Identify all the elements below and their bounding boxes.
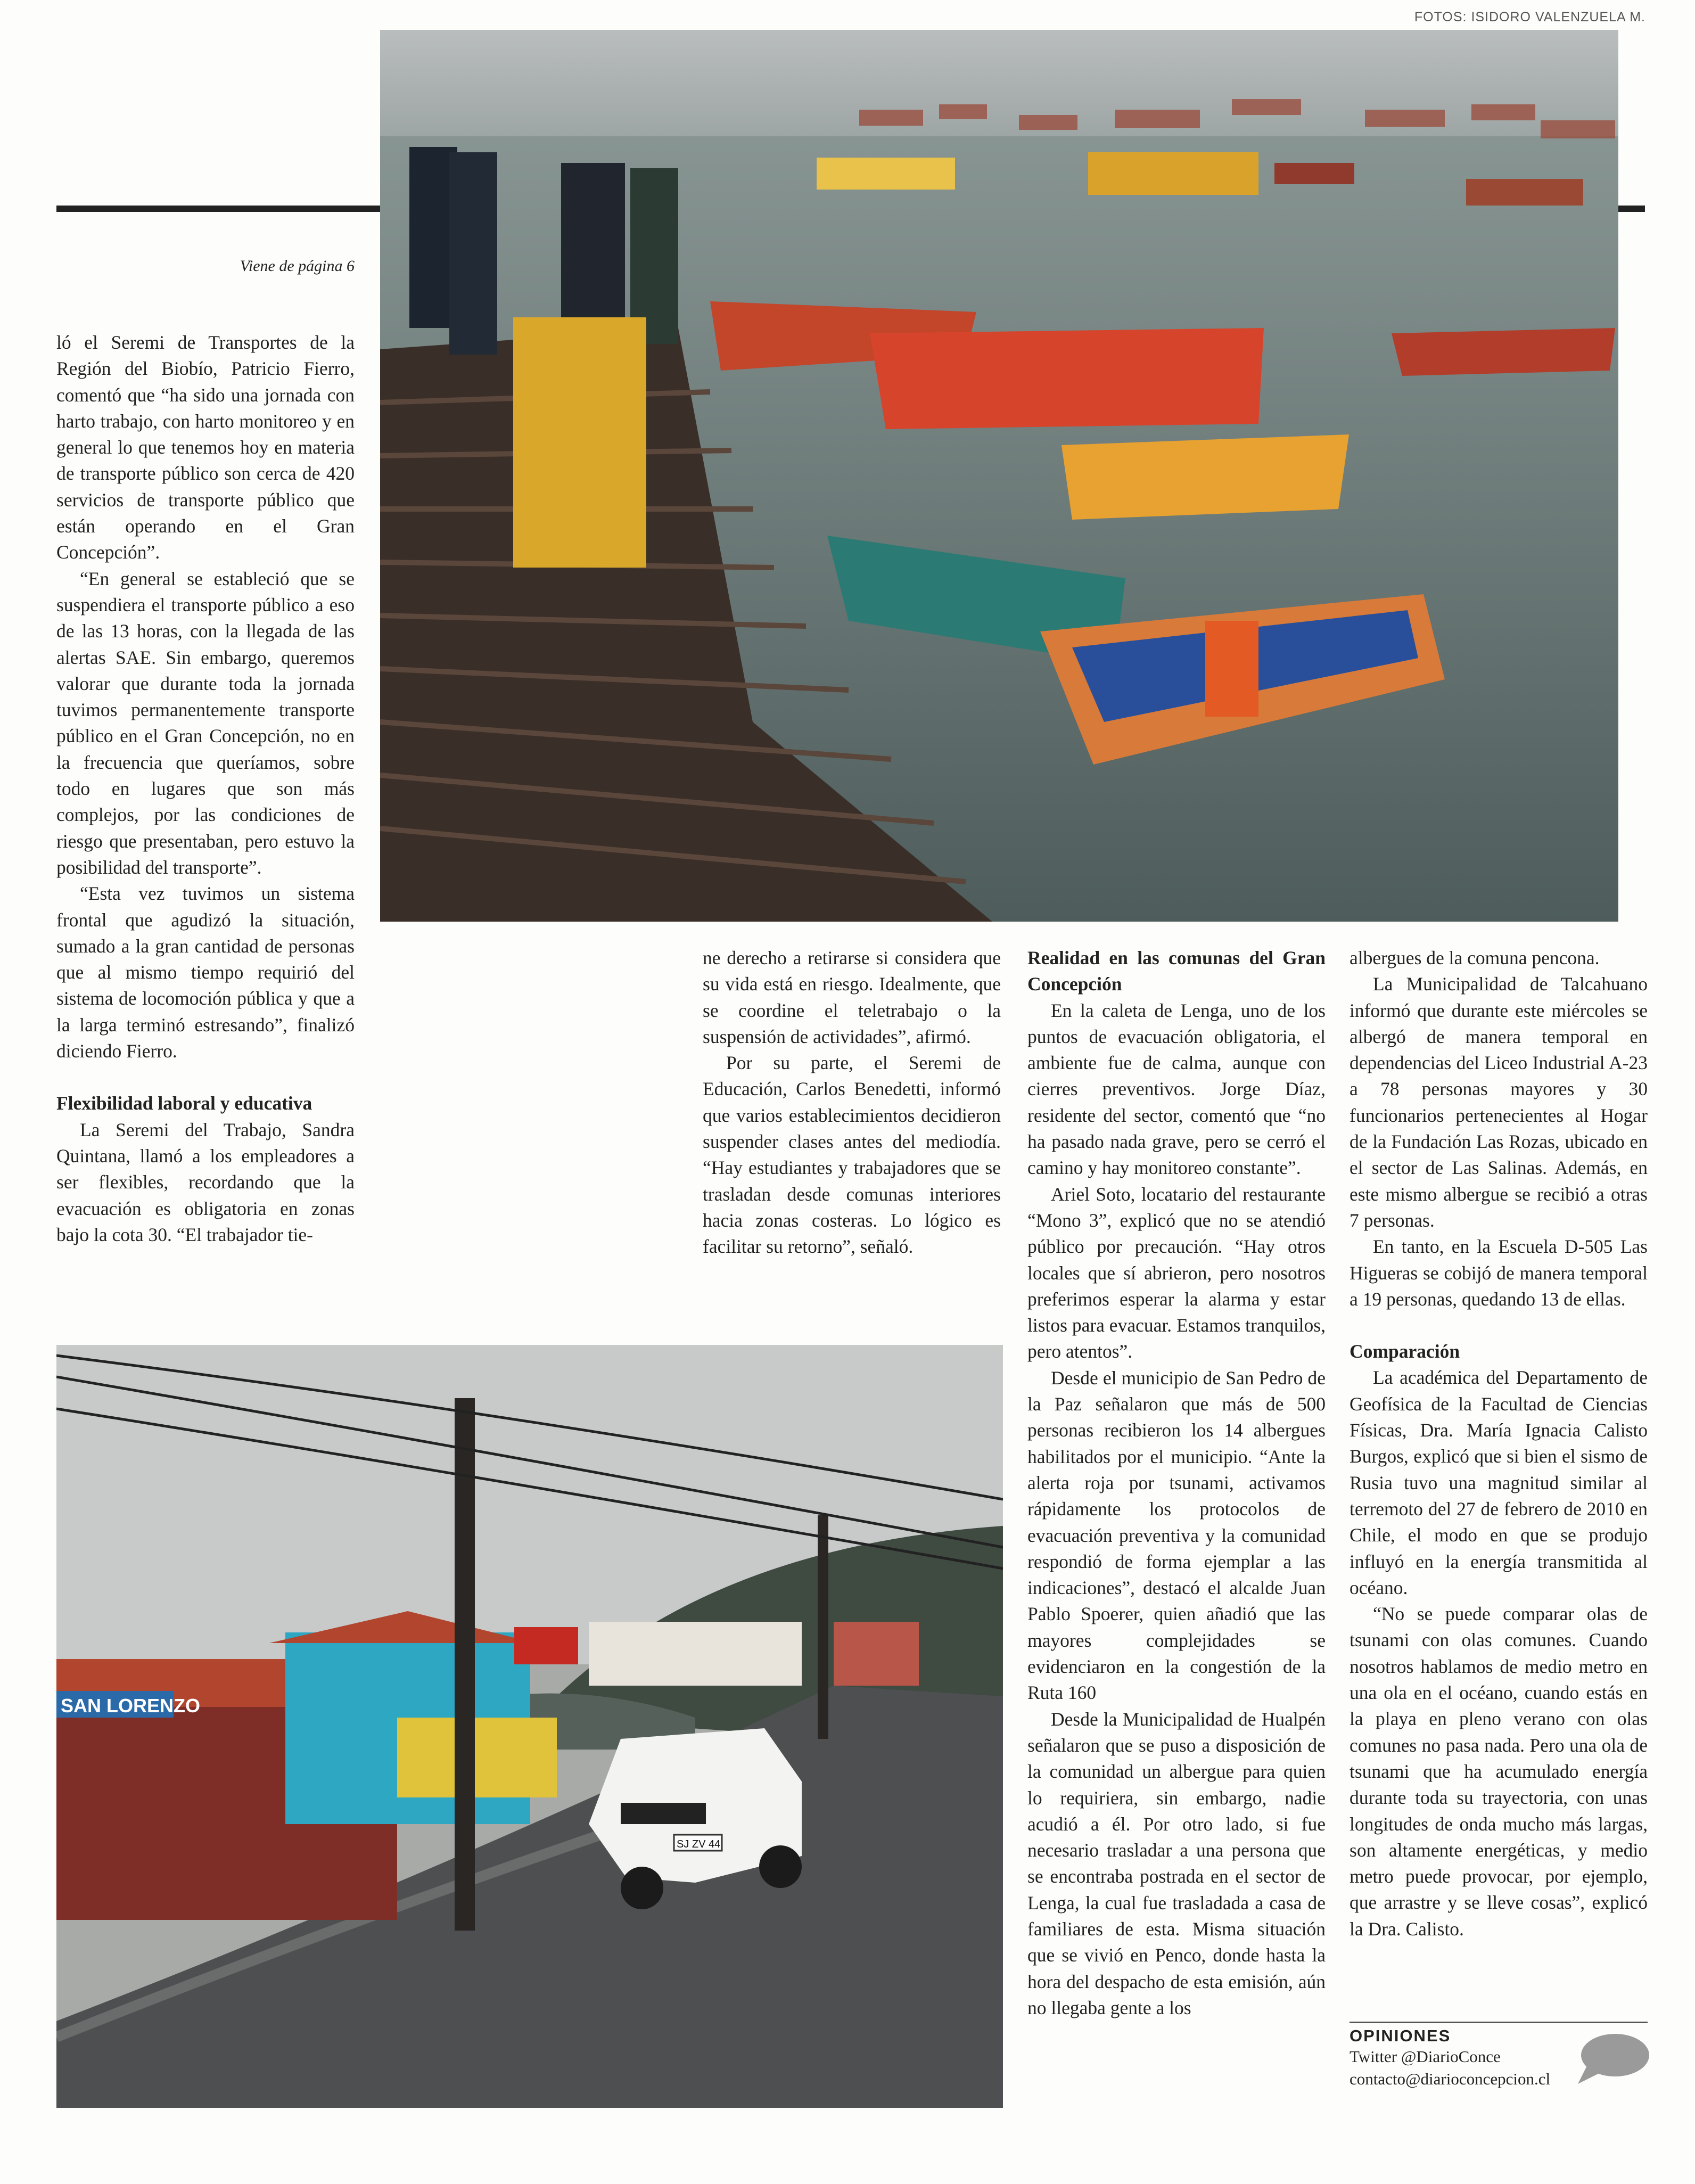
col2-paragraph-1: ne derecho a retirarse si considera que su vida está en riesgo. Idealmente, que se coordine el teletrabajo o la suspensión de actividades”, afirmó. <box>703 947 1001 1047</box>
continued-from: Viene de página 6 <box>240 257 355 275</box>
col1-paragraph-4: La Seremi del Trabajo, Sandra Quintana, llamó a los empleadores a ser flexibles, recordando que la evacuación es obligatoria en zonas bajo la cota 30. “El trabajador tie- <box>56 1119 355 1245</box>
col4-paragraph-1: albergues de la comuna pencona. <box>1350 947 1600 968</box>
opinions-twitter[interactable]: Twitter @DiarioConce <box>1350 2047 1501 2066</box>
column-3 <box>1027 945 1326 2021</box>
harbour-photo <box>380 30 1618 922</box>
header-rule-right <box>1618 206 1645 212</box>
speech-bubble-icon <box>1576 2033 1650 2086</box>
photo-credit: FOTOS: ISIDORO VALENZUELA M. <box>1414 10 1645 24</box>
col4-paragraph-3: En tanto, en la Escuela D-505 Las Higueras se cobijó de manera temporal a 19 personas, quedando 13 de ellas. <box>1350 1236 1648 1310</box>
col3-paragraph-3: Desde el municipio de San Pedro de la Paz señalaron que más de 500 personas recibieron los 14 albergues habilitados por el municipio. “Ante la alerta roja por tsunami, activamos rápidamente los protocolos de evacuación preventiva y la comunidad respondió de forma ejemplar a las indicaciones”, destacó el alcalde Juan Pablo Spoerer, quien añadió que las mayores complejidades se evidenciaron en la congestión de la Ruta 160 <box>1027 1367 1326 1704</box>
col1-paragraph-2: “En general se estableció que se suspendiera el transporte público a eso de las 13 horas, con la llegada de las alertas SAE. Sin embargo, queremos valorar que durante toda la jornada tuvimos permanentemente transporte público en el Gran Concepción, no en la frecuencia que queríamos, sobre todo en lugares que son más complejos, por las condiciones de riesgo que presentaban, pero estuvo la posibilidad del transporte”. <box>56 568 355 878</box>
opinions-heading: OPINIONES <box>1350 2026 1451 2045</box>
col4-subhead: Comparación <box>1350 1341 1460 1362</box>
col4-paragraph-4: La académica del Departamento de Geofísica de la Facultad de Ciencias Físicas, Dra. María Ignacia Calisto Burgos, explicó que si bien el sismo de Rusia tuvo una magnitud similar al terremoto del 27 de febrero de 2010 en Chile, el modo en que se produjo influyó en la energía transmitida al océano. <box>1350 1367 1648 1598</box>
col3-paragraph-1: En la caleta de Lenga, uno de los puntos de evacuación obligatoria, el ambiente fue de calma, aunque con cierres preventivos. Jorge Díaz, residente del sector, comentó que “no ha pasado nada grave, pero se cerró el camino y hay monitoreo constante”. <box>1027 999 1326 1179</box>
col1-subhead: Flexibilidad laboral y educativa <box>56 1093 312 1114</box>
opinions-email[interactable]: contacto@diarioconcepcion.cl <box>1350 2070 1551 2088</box>
opinions-rule <box>1350 2022 1648 2023</box>
col1-paragraph-3: “Esta vez tuvimos un sistema frontal que agudizó la situación, sumado a la gran cantidad de personas que al mismo tiempo requirió del sistema de locomoción pública y que a la larga terminó estresando”, finalizó diciendo Fierro. <box>56 883 355 1062</box>
col4-paragraph-5: “No se puede comparar olas de tsunami con olas comunes. Cuando nosotros hablamos de medio metro en una ola en el océano, cuando estás en la playa en pleno verano con olas comunes no pasa nada. Pero una ola de tsunami que ha acumulado energía durante toda su trayectoria, con unas longitudes de onda mucho más largas, son altamente energéticas, y medio metro puede provocar, por ejemplo, que arrastre y se lleve cosas”, explicó la Dra. Calisto. <box>1350 1603 1648 1940</box>
col4-paragraph-2: La Municipalidad de Talcahuano informó que durante este miércoles se albergó de manera temporal en dependencias del Liceo Industrial A-23 a 78 personas mayores y 30 funcionarios pertenecientes al Hogar de la Fundación Las Rozas, ubicado en el sector de Las Salinas. Además, en este mismo albergue se recibió a otras 7 personas. <box>1350 973 1648 1231</box>
col3-paragraph-2: Ariel Soto, locatario del restaurante “Mono 3”, explicó que no se atendió público por precaución. “Hay otros locales que sí abrieron, pero nosotros preferimos esperar la alarma y estar listos para evacuar. Estamos tranquilos, pero atentos”. <box>1027 1183 1326 1362</box>
col3-paragraph-4: Desde la Municipalidad de Hualpén señalaron que se puso a disposición de la comunidad un albergue para quien lo requiriera, sin embargo, nadie acudió a él. Por otro lado, si fue necesario trasladar a una persona que se encontraba postrada en el sector de Lenga, la cual fue trasladada a casa de familiares de esta. Misma situación que se vivió en Penco, donde hasta la hora del despacho de esta emisión, aún no llegaba gente a los <box>1027 1708 1326 2018</box>
san-lorenzo-sign: SAN LORENZO <box>61 1695 201 1717</box>
col1-paragraph-1: ló el Seremi de Transportes de la Región del Biobío, Patricio Fierro, comentó que “ha sido una jornada con harto trabajo, con harto monitoreo y en general lo que tenemos hoy en materia de transporte público son cerca de 420 servicios de transporte público que están operando en el Gran Concepción”. <box>56 332 355 563</box>
col3-subhead: Realidad en las comunas del Gran Concepción <box>1027 947 1326 995</box>
column-1 <box>56 257 355 1248</box>
column-4 <box>1350 945 1648 1942</box>
license-plate: SJ ZV 44 <box>677 1838 721 1850</box>
street-photo <box>56 1345 1003 2108</box>
col2-paragraph-2: Por su parte, el Seremi de Educación, Carlos Benedetti, informó que varios establecimientos decidieron suspender clases antes del mediodía. “Hay estudiantes y trabajadores que se trasladan desde comunas interiores hacia zonas costeras. Lo lógico es facilitar su retorno”, señaló. <box>703 1052 1001 1258</box>
column-2 <box>703 945 1001 1260</box>
header-rule-left <box>56 206 382 212</box>
